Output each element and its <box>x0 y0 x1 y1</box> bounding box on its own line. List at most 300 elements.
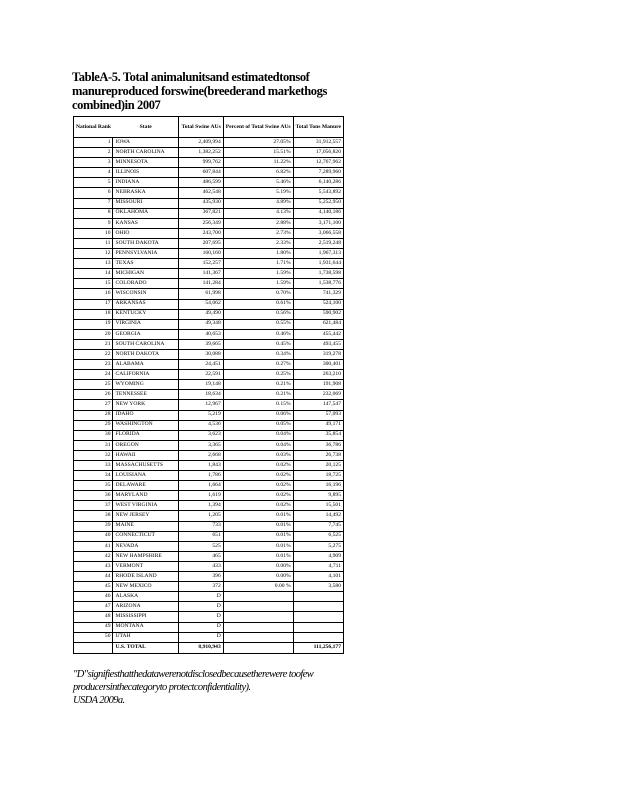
header-row <box>74 117 344 138</box>
rank-cell: 1 <box>74 138 113 148</box>
rank-cell: 33 <box>74 461 113 471</box>
percent-cell: 6.82% <box>223 168 293 178</box>
tons-cell: 232,069 <box>293 390 343 400</box>
table-row <box>74 279 344 289</box>
swine-aus-cell: 5,219 <box>179 410 223 420</box>
tons-cell: 524,100 <box>293 299 343 309</box>
swine-aus-cell: 54,062 <box>179 299 223 309</box>
table-row <box>74 531 344 541</box>
table-row <box>74 390 344 400</box>
percent-cell: 0.00 % <box>223 582 293 592</box>
percent-cell <box>223 602 293 612</box>
source-citation: USDA 2009a. <box>73 695 125 706</box>
tons-cell <box>293 632 343 642</box>
state-cell: OREGON <box>113 440 179 450</box>
tons-cell: 4,140,186 <box>293 208 343 218</box>
swine-aus-cell: 141,284 <box>179 279 223 289</box>
tons-cell: 455,442 <box>293 329 343 339</box>
state-cell: NEVADA <box>113 541 179 551</box>
tons-cell: 1,967,313 <box>293 249 343 259</box>
percent-cell: 0.70% <box>223 289 293 299</box>
tons-cell: 2,519,248 <box>293 238 343 248</box>
tons-cell: 7,289,960 <box>293 168 343 178</box>
rank-cell: 18 <box>74 309 113 319</box>
percent-cell: 0.01% <box>223 531 293 541</box>
tons-cell: 741,329 <box>293 289 343 299</box>
percent-cell: 1.71% <box>223 259 293 269</box>
state-cell: ILLINOIS <box>113 168 179 178</box>
table-row <box>74 471 344 481</box>
state-cell: MARYLAND <box>113 491 179 501</box>
tons-cell <box>293 602 343 612</box>
swine-aus-cell: 1,205 <box>179 511 223 521</box>
table-row <box>74 259 344 269</box>
state-cell: NEW JERSEY <box>113 511 179 521</box>
table-row <box>74 420 344 430</box>
tons-cell: 5,252,950 <box>293 198 343 208</box>
tons-cell <box>293 592 343 602</box>
state-cell: IDAHO <box>113 410 179 420</box>
table-row <box>74 511 344 521</box>
state-cell: RHODE ISLAND <box>113 572 179 582</box>
percent-cell: 0.46% <box>223 329 293 339</box>
rank-cell: 15 <box>74 279 113 289</box>
percent-cell: 11.22% <box>223 158 293 168</box>
state-cell: IOWA <box>113 138 179 148</box>
rank-cell: 16 <box>74 289 113 299</box>
tons-cell: 1,538,776 <box>293 279 343 289</box>
table-row <box>74 551 344 561</box>
tons-cell: 6,525 <box>293 531 343 541</box>
tons-cell: 17,056,820 <box>293 148 343 158</box>
table-row <box>74 168 344 178</box>
swine-aus-cell: D <box>179 622 223 632</box>
table-row <box>74 269 344 279</box>
header-state: State <box>113 117 179 138</box>
rank-cell: 8 <box>74 208 113 218</box>
tons-cell: 18,725 <box>293 471 343 481</box>
swine-aus-cell: 433 <box>179 561 223 571</box>
table-row <box>74 329 344 339</box>
table-row <box>74 541 344 551</box>
rank-cell: 44 <box>74 572 113 582</box>
table-row <box>74 138 344 148</box>
total-percent-cell <box>223 642 293 653</box>
swine-aus-cell: D <box>179 632 223 642</box>
rank-cell: 21 <box>74 339 113 349</box>
percent-cell: 4.89% <box>223 198 293 208</box>
table-row <box>74 521 344 531</box>
state-cell: ARIZONA <box>113 602 179 612</box>
percent-cell: 0.02% <box>223 501 293 511</box>
state-cell: VIRGINIA <box>113 319 179 329</box>
tons-cell: 590,902 <box>293 309 343 319</box>
table-row <box>74 208 344 218</box>
tons-cell <box>293 612 343 622</box>
swine-aus-cell: 486,599 <box>179 178 223 188</box>
header-rank: National Rank <box>74 117 113 138</box>
percent-cell: 0.00% <box>223 561 293 571</box>
rank-cell: 38 <box>74 511 113 521</box>
table-row <box>74 440 344 450</box>
tons-cell: 20,125 <box>293 461 343 471</box>
table-row <box>74 632 344 642</box>
table-row <box>74 400 344 410</box>
percent-cell: 0.05% <box>223 420 293 430</box>
state-cell: NORTH CAROLINA <box>113 148 179 158</box>
table-row <box>74 481 344 491</box>
tons-cell: 49,171 <box>293 420 343 430</box>
tons-cell: 31,912,557 <box>293 138 343 148</box>
tons-cell: 57,093 <box>293 410 343 420</box>
state-cell: FLORIDA <box>113 430 179 440</box>
state-cell: NEBRASKA <box>113 188 179 198</box>
percent-cell: 0.01% <box>223 511 293 521</box>
rank-cell: 11 <box>74 238 113 248</box>
table-row <box>74 218 344 228</box>
percent-cell: 0.34% <box>223 349 293 359</box>
rank-cell: 49 <box>74 622 113 632</box>
percent-cell <box>223 592 293 602</box>
footnote-text: "D"signifiesthatthedatawerenotdisclosedbecausetherewere toofew producersinthecategoryto protectconfidentiality). <box>73 669 314 693</box>
swine-aus-cell: 22,591 <box>179 370 223 380</box>
rank-cell: 2 <box>74 148 113 158</box>
swine-aus-cell: 607,844 <box>179 168 223 178</box>
state-cell: KANSAS <box>113 218 179 228</box>
percent-cell: 0.55% <box>223 319 293 329</box>
header-percent: Percent of Total Swine AUs <box>223 117 293 138</box>
table-row <box>74 501 344 511</box>
rank-cell: 19 <box>74 319 113 329</box>
state-cell: WISCONSIN <box>113 289 179 299</box>
state-cell: WYOMING <box>113 380 179 390</box>
tons-cell: 15,501 <box>293 501 343 511</box>
state-cell: UTAH <box>113 632 179 642</box>
swine-aus-cell: 3,623 <box>179 430 223 440</box>
tons-cell: 4,909 <box>293 551 343 561</box>
swine-aus-cell: 40,653 <box>179 329 223 339</box>
swine-aus-cell: 465 <box>179 551 223 561</box>
percent-cell: 0.15% <box>223 400 293 410</box>
swine-aus-cell: 462,548 <box>179 188 223 198</box>
rank-cell: 10 <box>74 228 113 238</box>
percent-cell: 0.25% <box>223 370 293 380</box>
tons-cell: 9,895 <box>293 491 343 501</box>
tons-cell: 35,854 <box>293 430 343 440</box>
table-row <box>74 349 344 359</box>
percent-cell: 2.88% <box>223 218 293 228</box>
tons-cell: 5,543,892 <box>293 188 343 198</box>
swine-aus-cell: 19,148 <box>179 380 223 390</box>
state-cell: ARKANSAS <box>113 299 179 309</box>
percent-cell: 0.01% <box>223 551 293 561</box>
state-cell: NEW YORK <box>113 400 179 410</box>
swine-aus-cell: 435,930 <box>179 198 223 208</box>
tons-cell: 4,101 <box>293 572 343 582</box>
table-row <box>74 461 344 471</box>
swine-aus-cell: 49,490 <box>179 309 223 319</box>
rank-cell: 20 <box>74 329 113 339</box>
percent-cell: 2.33% <box>223 238 293 248</box>
state-cell: ALABAMA <box>113 360 179 370</box>
total-row <box>74 642 344 653</box>
tons-cell: 3,171,100 <box>293 218 343 228</box>
tons-cell: 6,140,286 <box>293 178 343 188</box>
swine-aus-cell: D <box>179 592 223 602</box>
rank-cell: 50 <box>74 632 113 642</box>
state-cell: VERMONT <box>113 561 179 571</box>
tons-cell: 3,066,558 <box>293 228 343 238</box>
percent-cell: 2.73% <box>223 228 293 238</box>
percent-cell: 0.21% <box>223 390 293 400</box>
swine-aus-cell: 372 <box>179 582 223 592</box>
table-row <box>74 592 344 602</box>
swine-aus-cell: 4,536 <box>179 420 223 430</box>
swine-manure-table <box>73 116 344 654</box>
tons-cell: 14,492 <box>293 511 343 521</box>
rank-cell: 30 <box>74 430 113 440</box>
state-cell: DELAWARE <box>113 481 179 491</box>
state-cell: CONNECTICUT <box>113 531 179 541</box>
percent-cell <box>223 622 293 632</box>
table-row <box>74 602 344 612</box>
state-cell: WEST VIRGINIA <box>113 501 179 511</box>
percent-cell: 1.59% <box>223 279 293 289</box>
rank-cell: 46 <box>74 592 113 602</box>
rank-cell: 7 <box>74 198 113 208</box>
state-cell: MAINE <box>113 521 179 531</box>
swine-aus-cell: 2,668 <box>179 450 223 460</box>
percent-cell: 0.02% <box>223 471 293 481</box>
percent-cell: 0.03% <box>223 450 293 460</box>
rank-cell: 14 <box>74 269 113 279</box>
percent-cell: 0.27% <box>223 360 293 370</box>
header-tons: Total Tons Manure <box>293 117 343 138</box>
state-cell: LOUISIANA <box>113 471 179 481</box>
state-cell: NEW MEXICO <box>113 582 179 592</box>
tons-cell: 36,786 <box>293 440 343 450</box>
table-row <box>74 380 344 390</box>
state-cell: OKLAHOMA <box>113 208 179 218</box>
tons-cell: 300,401 <box>293 360 343 370</box>
state-cell: MICHIGAN <box>113 269 179 279</box>
table-row <box>74 491 344 501</box>
percent-cell: 5.46% <box>223 178 293 188</box>
table-row <box>74 158 344 168</box>
table-row <box>74 299 344 309</box>
rank-cell: 25 <box>74 380 113 390</box>
percent-cell: 0.06% <box>223 410 293 420</box>
percent-cell: 0.02% <box>223 481 293 491</box>
tons-cell: 4,711 <box>293 561 343 571</box>
table-body <box>74 138 344 654</box>
state-cell: MINNESOTA <box>113 158 179 168</box>
state-cell: NEW HAMPSHIRE <box>113 551 179 561</box>
state-cell: PENNSYLVANIA <box>113 249 179 259</box>
tons-cell: 319,278 <box>293 349 343 359</box>
table-row <box>74 249 344 259</box>
rank-cell: 34 <box>74 471 113 481</box>
percent-cell: 1.80% <box>223 249 293 259</box>
percent-cell: 0.04% <box>223 440 293 450</box>
percent-cell: 0.45% <box>223 339 293 349</box>
rank-cell: 37 <box>74 501 113 511</box>
tons-cell: 1,738,598 <box>293 269 343 279</box>
table-row <box>74 238 344 248</box>
percent-cell: 0.02% <box>223 461 293 471</box>
swine-aus-cell: 367,821 <box>179 208 223 218</box>
swine-aus-cell: 12,967 <box>179 400 223 410</box>
state-cell: SOUTH CAROLINA <box>113 339 179 349</box>
rank-cell: 4 <box>74 168 113 178</box>
state-cell: ALASKA <box>113 592 179 602</box>
rank-cell: 31 <box>74 440 113 450</box>
state-cell: OHIO <box>113 228 179 238</box>
percent-cell: 0.00% <box>223 572 293 582</box>
rank-cell: 47 <box>74 602 113 612</box>
swine-aus-cell: 39,665 <box>179 339 223 349</box>
rank-cell: 36 <box>74 491 113 501</box>
table-row <box>74 178 344 188</box>
rank-cell: 24 <box>74 370 113 380</box>
swine-aus-cell: 396 <box>179 572 223 582</box>
table-row <box>74 370 344 380</box>
swine-aus-cell: 1,843 <box>179 461 223 471</box>
rank-cell: 12 <box>74 249 113 259</box>
tons-cell: 5,275 <box>293 541 343 551</box>
table-caption: TableA-5. Total animalunitsand estimatedtonsof manureproduced forswine(breederand markethogs combined)in 2007 <box>72 70 327 112</box>
table-row <box>74 612 344 622</box>
swine-aus-cell: 1,619 <box>179 491 223 501</box>
state-cell: WASHINGTON <box>113 420 179 430</box>
rank-cell: 41 <box>74 541 113 551</box>
rank-cell: 39 <box>74 521 113 531</box>
total-label: U.S. TOTAL <box>113 642 179 653</box>
tons-cell: 621,484 <box>293 319 343 329</box>
percent-cell: 0.01% <box>223 541 293 551</box>
percent-cell: 15.51% <box>223 148 293 158</box>
swine-aus-cell: 651 <box>179 531 223 541</box>
tons-cell: 191,908 <box>293 380 343 390</box>
percent-cell <box>223 612 293 622</box>
swine-aus-cell: 160,160 <box>179 249 223 259</box>
tons-cell: 147,547 <box>293 400 343 410</box>
swine-aus-cell: 49,348 <box>179 319 223 329</box>
rank-cell: 42 <box>74 551 113 561</box>
swine-aus-cell: 999,762 <box>179 158 223 168</box>
rank-cell: 22 <box>74 349 113 359</box>
table-row <box>74 228 344 238</box>
percent-cell: 0.01% <box>223 521 293 531</box>
tons-cell: 3,580 <box>293 582 343 592</box>
percent-cell: 27.05% <box>223 138 293 148</box>
percent-cell: 5.19% <box>223 188 293 198</box>
state-cell: TEXAS <box>113 259 179 269</box>
rank-cell: 43 <box>74 561 113 571</box>
tons-cell: 16,196 <box>293 481 343 491</box>
rank-cell: 27 <box>74 400 113 410</box>
swine-aus-cell: D <box>179 602 223 612</box>
swine-aus-cell: 141,367 <box>179 269 223 279</box>
rank-cell: 23 <box>74 360 113 370</box>
tons-cell: 26,738 <box>293 450 343 460</box>
rank-cell: 17 <box>74 299 113 309</box>
rank-cell: 48 <box>74 612 113 622</box>
table-row <box>74 188 344 198</box>
table-row <box>74 410 344 420</box>
state-cell: MISSISSIPPI <box>113 612 179 622</box>
state-cell: GEORGIA <box>113 329 179 339</box>
percent-cell <box>223 632 293 642</box>
tons-cell: 7,745 <box>293 521 343 531</box>
rank-cell: 29 <box>74 420 113 430</box>
table-row <box>74 309 344 319</box>
percent-cell: 1.59% <box>223 269 293 279</box>
table-row <box>74 450 344 460</box>
swine-aus-cell: D <box>179 612 223 622</box>
tons-cell: 263,210 <box>293 370 343 380</box>
state-cell: COLORADO <box>113 279 179 289</box>
table-row <box>74 622 344 632</box>
table-row <box>74 582 344 592</box>
state-cell: CALIFORNIA <box>113 370 179 380</box>
swine-aus-cell: 1,786 <box>179 471 223 481</box>
swine-aus-cell: 256,349 <box>179 218 223 228</box>
total-rank-cell <box>74 642 113 653</box>
rank-cell: 28 <box>74 410 113 420</box>
state-cell: NORTH DAKOTA <box>113 349 179 359</box>
rank-cell: 26 <box>74 390 113 400</box>
table-row <box>74 148 344 158</box>
rank-cell: 6 <box>74 188 113 198</box>
state-cell: MISSOURI <box>113 198 179 208</box>
swine-aus-cell: 2,409,994 <box>179 138 223 148</box>
swine-aus-cell: 207,695 <box>179 238 223 248</box>
swine-aus-cell: 61,998 <box>179 289 223 299</box>
table-row <box>74 319 344 329</box>
total-swine-aus: 8,910,943 <box>179 642 223 653</box>
rank-cell: 5 <box>74 178 113 188</box>
table-row <box>74 430 344 440</box>
tons-cell: 1,931,644 <box>293 259 343 269</box>
percent-cell: 0.02% <box>223 491 293 501</box>
tons-cell <box>293 622 343 632</box>
rank-cell: 32 <box>74 450 113 460</box>
swine-aus-cell: 1,394 <box>179 501 223 511</box>
state-cell: HAWAII <box>113 450 179 460</box>
swine-aus-cell: 525 <box>179 541 223 551</box>
table-row <box>74 198 344 208</box>
swine-aus-cell: 18,634 <box>179 390 223 400</box>
rank-cell: 13 <box>74 259 113 269</box>
swine-aus-cell: 1,664 <box>179 481 223 491</box>
state-cell: TENNESSEE <box>113 390 179 400</box>
rank-cell: 9 <box>74 218 113 228</box>
percent-cell: 0.61% <box>223 299 293 309</box>
table-row <box>74 572 344 582</box>
rank-cell: 45 <box>74 582 113 592</box>
state-cell: MONTANA <box>113 622 179 632</box>
table-row <box>74 561 344 571</box>
swine-aus-cell: 243,700 <box>179 228 223 238</box>
state-cell: MASSACHUSETTS <box>113 461 179 471</box>
rank-cell: 35 <box>74 481 113 491</box>
swine-aus-cell: 733 <box>179 521 223 531</box>
state-cell: SOUTH DAKOTA <box>113 238 179 248</box>
table-row <box>74 360 344 370</box>
table-row <box>74 339 344 349</box>
swine-aus-cell: 30,088 <box>179 349 223 359</box>
